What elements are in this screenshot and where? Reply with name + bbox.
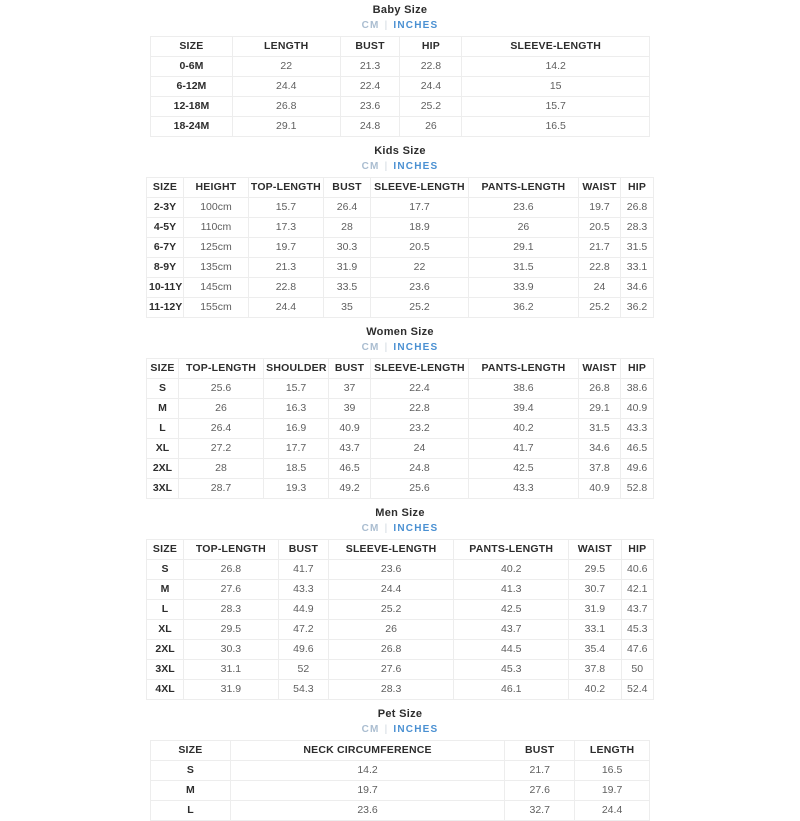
- header-row: [147, 359, 654, 379]
- value-cell: 25.2: [400, 97, 462, 117]
- value-cell: 24.4: [328, 580, 453, 600]
- size-cell: 12-18M: [151, 97, 233, 117]
- value-cell: 36.2: [621, 298, 654, 318]
- value-cell: 17.7: [371, 198, 469, 218]
- value-cell: 44.9: [278, 600, 328, 620]
- value-cell: 22.8: [400, 57, 462, 77]
- value-cell: 40.6: [621, 560, 654, 580]
- value-cell: 26.4: [178, 419, 263, 439]
- unit-cm-button[interactable]: CM: [361, 20, 380, 31]
- column-header: SIZE: [147, 178, 184, 198]
- unit-inches-button[interactable]: INCHES: [393, 724, 439, 735]
- value-cell: 40.2: [468, 419, 578, 439]
- value-cell: 30.3: [323, 238, 370, 258]
- unit-inches-button[interactable]: INCHES: [393, 523, 439, 534]
- value-cell: 19.7: [248, 238, 323, 258]
- size-section-men: [0, 507, 800, 700]
- value-cell: 27.6: [505, 781, 575, 801]
- value-cell: 23.6: [468, 198, 578, 218]
- table-row: [147, 580, 654, 600]
- value-cell: 23.6: [371, 278, 469, 298]
- column-header: NECK CIRCUMFERENCE: [230, 741, 504, 761]
- value-cell: 40.9: [578, 479, 620, 499]
- size-cell: 2XL: [147, 459, 179, 479]
- value-cell: 17.3: [248, 218, 323, 238]
- size-cell: XL: [147, 620, 184, 640]
- table-row: [151, 761, 650, 781]
- unit-separator: |: [384, 724, 389, 735]
- column-header: WAIST: [578, 359, 620, 379]
- unit-cm-button[interactable]: CM: [361, 161, 380, 172]
- value-cell: 40.9: [329, 419, 371, 439]
- value-cell: 46.5: [621, 439, 654, 459]
- table-row: [147, 680, 654, 700]
- value-cell: 43.7: [621, 600, 654, 620]
- table-row: [147, 399, 654, 419]
- value-cell: 16.3: [264, 399, 329, 419]
- size-cell: 3XL: [147, 660, 184, 680]
- size-cell: M: [151, 781, 231, 801]
- header-row: [151, 37, 650, 57]
- size-section-women: [0, 326, 800, 499]
- value-cell: 41.7: [468, 439, 578, 459]
- unit-separator: |: [384, 342, 389, 353]
- value-cell: 25.6: [371, 479, 469, 499]
- value-cell: 26: [400, 117, 462, 137]
- column-header: BUST: [329, 359, 371, 379]
- value-cell: 28: [178, 459, 263, 479]
- value-cell: 145cm: [184, 278, 249, 298]
- column-header: TOP-LENGTH: [184, 540, 279, 560]
- value-cell: 20.5: [371, 238, 469, 258]
- value-cell: 28.7: [178, 479, 263, 499]
- value-cell: 31.9: [323, 258, 370, 278]
- value-cell: 34.6: [621, 278, 654, 298]
- value-cell: 31.5: [578, 419, 620, 439]
- value-cell: 125cm: [184, 238, 249, 258]
- size-cell: 11-12Y: [147, 298, 184, 318]
- value-cell: 15.7: [264, 379, 329, 399]
- value-cell: 25.2: [328, 600, 453, 620]
- value-cell: 43.3: [278, 580, 328, 600]
- value-cell: 39.4: [468, 399, 578, 419]
- value-cell: 26.8: [328, 640, 453, 660]
- value-cell: 37: [329, 379, 371, 399]
- size-cell: 6-7Y: [147, 238, 184, 258]
- column-header: PANTS-LENGTH: [454, 540, 569, 560]
- unit-inches-button[interactable]: INCHES: [393, 342, 439, 353]
- value-cell: 26.4: [323, 198, 370, 218]
- value-cell: 18.9: [371, 218, 469, 238]
- value-cell: 30.7: [569, 580, 621, 600]
- value-cell: 40.2: [569, 680, 621, 700]
- table-row: [147, 620, 654, 640]
- value-cell: 45.3: [454, 660, 569, 680]
- value-cell: 44.5: [454, 640, 569, 660]
- value-cell: 135cm: [184, 258, 249, 278]
- table-row: [151, 781, 650, 801]
- column-header: LENGTH: [232, 37, 340, 57]
- value-cell: 21.7: [578, 238, 620, 258]
- size-cell: 18-24M: [151, 117, 233, 137]
- value-cell: 40.2: [454, 560, 569, 580]
- value-cell: 28.3: [621, 218, 654, 238]
- column-header: BUST: [323, 178, 370, 198]
- column-header: SLEEVE-LENGTH: [328, 540, 453, 560]
- value-cell: 40.9: [621, 399, 654, 419]
- value-cell: 24.4: [232, 77, 340, 97]
- table-row: [147, 600, 654, 620]
- value-cell: 22.8: [578, 258, 620, 278]
- unit-toggle: [0, 724, 800, 735]
- value-cell: 52.4: [621, 680, 654, 700]
- value-cell: 31.5: [468, 258, 578, 278]
- value-cell: 29.1: [578, 399, 620, 419]
- size-cell: 2-3Y: [147, 198, 184, 218]
- value-cell: 32.7: [505, 801, 575, 821]
- column-header: TOP-LENGTH: [178, 359, 263, 379]
- table-row: [151, 77, 650, 97]
- value-cell: 49.6: [621, 459, 654, 479]
- value-cell: 39: [329, 399, 371, 419]
- value-cell: 20.5: [578, 218, 620, 238]
- value-cell: 14.2: [462, 57, 650, 77]
- value-cell: 29.1: [232, 117, 340, 137]
- value-cell: 37.8: [569, 660, 621, 680]
- value-cell: 26: [328, 620, 453, 640]
- baby-size-table: [150, 36, 650, 137]
- column-header: SLEEVE-LENGTH: [462, 37, 650, 57]
- value-cell: 23.6: [230, 801, 504, 821]
- unit-inches-button[interactable]: INCHES: [393, 161, 439, 172]
- size-cell: S: [147, 379, 179, 399]
- table-row: [151, 117, 650, 137]
- table-row: [147, 640, 654, 660]
- value-cell: 38.6: [621, 379, 654, 399]
- value-cell: 28.3: [184, 600, 279, 620]
- size-cell: 2XL: [147, 640, 184, 660]
- value-cell: 49.6: [278, 640, 328, 660]
- value-cell: 15.7: [462, 97, 650, 117]
- value-cell: 34.6: [578, 439, 620, 459]
- value-cell: 24.4: [248, 298, 323, 318]
- table-row: [151, 801, 650, 821]
- size-cell: L: [147, 600, 184, 620]
- value-cell: 43.3: [468, 479, 578, 499]
- value-cell: 24.8: [371, 459, 469, 479]
- table-row: [147, 258, 654, 278]
- value-cell: 38.6: [468, 379, 578, 399]
- value-cell: 28.3: [328, 680, 453, 700]
- value-cell: 29.1: [468, 238, 578, 258]
- value-cell: 22: [232, 57, 340, 77]
- value-cell: 28: [323, 218, 370, 238]
- column-header: HIP: [621, 540, 654, 560]
- column-header: HIP: [621, 359, 654, 379]
- table-row: [151, 57, 650, 77]
- value-cell: 29.5: [184, 620, 279, 640]
- header-row: [147, 178, 654, 198]
- column-header: PANTS-LENGTH: [468, 359, 578, 379]
- size-cell: 6-12M: [151, 77, 233, 97]
- column-header: LENGTH: [575, 741, 650, 761]
- unit-separator: |: [384, 20, 389, 31]
- value-cell: 22.4: [371, 379, 469, 399]
- table-row: [147, 198, 654, 218]
- value-cell: 33.1: [621, 258, 654, 278]
- value-cell: 35.4: [569, 640, 621, 660]
- value-cell: 21.7: [505, 761, 575, 781]
- kids-size-table: [146, 177, 654, 318]
- value-cell: 155cm: [184, 298, 249, 318]
- size-cell: 8-9Y: [147, 258, 184, 278]
- size-section-pet: [0, 708, 800, 821]
- unit-cm-button[interactable]: CM: [361, 523, 380, 534]
- value-cell: 31.9: [184, 680, 279, 700]
- value-cell: 24: [371, 439, 469, 459]
- size-section-kids: [0, 145, 800, 318]
- column-header: SLEEVE-LENGTH: [371, 178, 469, 198]
- value-cell: 23.6: [328, 560, 453, 580]
- value-cell: 22.8: [248, 278, 323, 298]
- size-cell: 3XL: [147, 479, 179, 499]
- value-cell: 31.9: [569, 600, 621, 620]
- column-header: PANTS-LENGTH: [468, 178, 578, 198]
- value-cell: 24.4: [400, 77, 462, 97]
- value-cell: 16.9: [264, 419, 329, 439]
- value-cell: 33.5: [323, 278, 370, 298]
- table-row: [147, 419, 654, 439]
- value-cell: 30.3: [184, 640, 279, 660]
- value-cell: 33.9: [468, 278, 578, 298]
- column-header: BUST: [278, 540, 328, 560]
- column-header: HIP: [621, 178, 654, 198]
- value-cell: 29.5: [569, 560, 621, 580]
- section-title: Women Size: [366, 326, 434, 338]
- value-cell: 49.2: [329, 479, 371, 499]
- table-row: [147, 379, 654, 399]
- value-cell: 46.1: [454, 680, 569, 700]
- column-header: WAIST: [569, 540, 621, 560]
- table-row: [147, 238, 654, 258]
- column-header: WAIST: [578, 178, 620, 198]
- table-row: [147, 479, 654, 499]
- value-cell: 47.6: [621, 640, 654, 660]
- value-cell: 19.7: [575, 781, 650, 801]
- table-row: [147, 459, 654, 479]
- value-cell: 25.2: [578, 298, 620, 318]
- value-cell: 21.3: [248, 258, 323, 278]
- value-cell: 16.5: [575, 761, 650, 781]
- value-cell: 22.4: [340, 77, 400, 97]
- value-cell: 52: [278, 660, 328, 680]
- section-title: Baby Size: [372, 4, 428, 16]
- value-cell: 42.5: [454, 600, 569, 620]
- column-header: SIZE: [151, 741, 231, 761]
- size-cell: M: [147, 580, 184, 600]
- column-header: BUST: [505, 741, 575, 761]
- unit-separator: |: [384, 523, 389, 534]
- header-row: [151, 741, 650, 761]
- value-cell: 43.7: [454, 620, 569, 640]
- value-cell: 42.5: [468, 459, 578, 479]
- unit-toggle: [0, 20, 800, 31]
- value-cell: 19.7: [578, 198, 620, 218]
- table-row: [147, 218, 654, 238]
- value-cell: 41.3: [454, 580, 569, 600]
- value-cell: 35: [323, 298, 370, 318]
- section-title: Kids Size: [374, 145, 426, 157]
- women-size-table: [146, 358, 654, 499]
- value-cell: 46.5: [329, 459, 371, 479]
- value-cell: 27.6: [184, 580, 279, 600]
- column-header: HEIGHT: [184, 178, 249, 198]
- value-cell: 41.7: [278, 560, 328, 580]
- value-cell: 43.7: [329, 439, 371, 459]
- value-cell: 21.3: [340, 57, 400, 77]
- value-cell: 36.2: [468, 298, 578, 318]
- unit-toggle: [0, 342, 800, 353]
- size-cell: 10-11Y: [147, 278, 184, 298]
- unit-toggle: [0, 523, 800, 534]
- value-cell: 25.6: [178, 379, 263, 399]
- value-cell: 15.7: [248, 198, 323, 218]
- size-cell: 4-5Y: [147, 218, 184, 238]
- value-cell: 47.2: [278, 620, 328, 640]
- value-cell: 17.7: [264, 439, 329, 459]
- table-row: [147, 660, 654, 680]
- value-cell: 26.8: [232, 97, 340, 117]
- value-cell: 52.8: [621, 479, 654, 499]
- value-cell: 26.8: [184, 560, 279, 580]
- value-cell: 54.3: [278, 680, 328, 700]
- unit-inches-button[interactable]: INCHES: [393, 20, 439, 31]
- column-header: TOP-LENGTH: [248, 178, 323, 198]
- table-row: [147, 439, 654, 459]
- size-cell: L: [151, 801, 231, 821]
- value-cell: 110cm: [184, 218, 249, 238]
- value-cell: 50: [621, 660, 654, 680]
- table-row: [147, 278, 654, 298]
- size-cell: XL: [147, 439, 179, 459]
- value-cell: 33.1: [569, 620, 621, 640]
- size-cell: S: [151, 761, 231, 781]
- value-cell: 43.3: [621, 419, 654, 439]
- value-cell: 42.1: [621, 580, 654, 600]
- column-header: SLEEVE-LENGTH: [371, 359, 469, 379]
- value-cell: 22.8: [371, 399, 469, 419]
- value-cell: 25.2: [371, 298, 469, 318]
- column-header: SIZE: [147, 359, 179, 379]
- column-header: SIZE: [151, 37, 233, 57]
- column-header: BUST: [340, 37, 400, 57]
- value-cell: 27.2: [178, 439, 263, 459]
- value-cell: 31.1: [184, 660, 279, 680]
- value-cell: 14.2: [230, 761, 504, 781]
- value-cell: 19.7: [230, 781, 504, 801]
- value-cell: 19.3: [264, 479, 329, 499]
- value-cell: 26.8: [578, 379, 620, 399]
- column-header: SIZE: [147, 540, 184, 560]
- unit-toggle: [0, 161, 800, 172]
- size-cell: 4XL: [147, 680, 184, 700]
- size-cell: S: [147, 560, 184, 580]
- value-cell: 15: [462, 77, 650, 97]
- value-cell: 26: [178, 399, 263, 419]
- size-section-baby: [0, 4, 800, 137]
- value-cell: 16.5: [462, 117, 650, 137]
- header-row: [147, 540, 654, 560]
- value-cell: 27.6: [328, 660, 453, 680]
- unit-separator: |: [384, 161, 389, 172]
- men-size-table: [146, 539, 654, 700]
- size-cell: 0-6M: [151, 57, 233, 77]
- value-cell: 24.8: [340, 117, 400, 137]
- value-cell: 22: [371, 258, 469, 278]
- value-cell: 23.2: [371, 419, 469, 439]
- section-title: Men Size: [375, 507, 425, 519]
- value-cell: 100cm: [184, 198, 249, 218]
- column-header: HIP: [400, 37, 462, 57]
- size-cell: L: [147, 419, 179, 439]
- value-cell: 26.8: [621, 198, 654, 218]
- unit-cm-button[interactable]: CM: [361, 724, 380, 735]
- value-cell: 31.5: [621, 238, 654, 258]
- table-row: [147, 560, 654, 580]
- value-cell: 24.4: [575, 801, 650, 821]
- column-header: SHOULDER: [264, 359, 329, 379]
- value-cell: 24: [578, 278, 620, 298]
- value-cell: 23.6: [340, 97, 400, 117]
- size-cell: M: [147, 399, 179, 419]
- value-cell: 37.8: [578, 459, 620, 479]
- section-title: Pet Size: [377, 708, 423, 720]
- unit-cm-button[interactable]: CM: [361, 342, 380, 353]
- value-cell: 26: [468, 218, 578, 238]
- value-cell: 45.3: [621, 620, 654, 640]
- table-row: [147, 298, 654, 318]
- table-row: [151, 97, 650, 117]
- pet-size-table: [150, 740, 650, 821]
- value-cell: 18.5: [264, 459, 329, 479]
